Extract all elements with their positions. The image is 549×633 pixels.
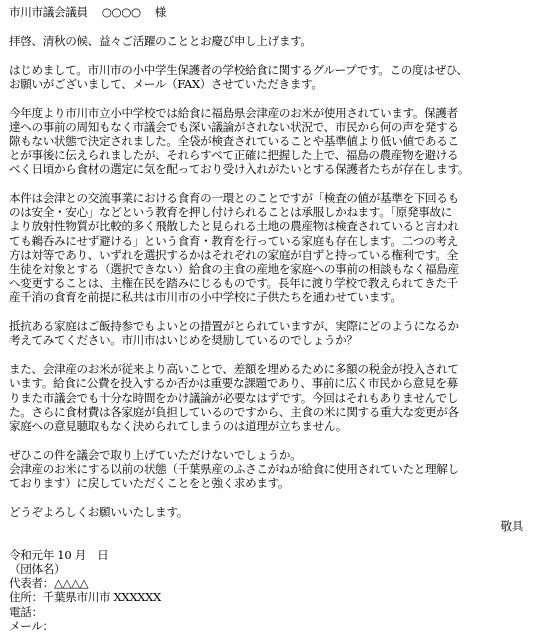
text-line: りまた市議会でも十分な時間をかけ議論が必要なはずです。今回はそれもありませんでし (9, 390, 459, 405)
closing-keigu: 敬具 (500, 519, 523, 533)
spacer (9, 19, 541, 34)
addressee-line (9, 5, 541, 19)
text-line: 今年度より市川市立小中学校では給食に福島県会津産のお米が使用されています。保護者 (9, 105, 458, 120)
text-line: ております）に戻していただくことをと強く求めます。 (9, 476, 290, 491)
paragraph-bullying (9, 319, 541, 347)
greeting: 拝啓、清秋の候、益々ご活躍のこととお慶び申し上げます。 (9, 33, 312, 48)
spacer (9, 533, 541, 548)
signature-rep: 代表者：△△△△ (9, 576, 89, 591)
text-line: また、会津産のお米が従来より高いことで、差額を埋めるために多額の税金が投入されて (9, 362, 459, 377)
text-line: ぜひこの件を議会で取り上げていただけないでしょうか。 (9, 447, 302, 462)
spacer (9, 91, 541, 106)
letter-document (9, 5, 541, 633)
text-line: 家庭への意見聴取もなく決められてしまうのは道理が立ちません。 (9, 418, 348, 433)
text-line: 方は対等であり、いずれを選択するかはそれぞれの家庭が自ずと持っている権利です。全 (9, 247, 458, 262)
text-line: のは安全・安心」などという教育を押し付けられることは承服しかねます。「原発事故に (9, 205, 453, 220)
spacer (9, 176, 541, 191)
text-line: 抵抗ある家庭はご飯持参でもよいとの措置がとられていますが、実際にどのようになるか (9, 319, 459, 334)
spacer (9, 48, 541, 63)
addressee-honorific: 様 (154, 5, 167, 19)
paragraph-background (9, 106, 541, 177)
text-line: 生徒を対象とする（選択できない）給食の主食の産地を家庭への事前の相談もなく福島産 (9, 262, 459, 276)
text-line: います。給食に公費を投入するか否かは重要な課題であり、事前に広く市民から意見を募 (9, 376, 458, 391)
text-line: どうぞよろしくお願いいたします。 (9, 504, 188, 519)
text-line: お願いがございまして、メール（FAX）させていただきます。 (9, 76, 323, 91)
text-line: べく日頃から食材の選定に気を配っており受け入れがたいとする保護者たちが存在します。 (9, 162, 470, 177)
paragraph-thanks (9, 505, 541, 519)
paragraph-cost (9, 362, 541, 433)
text-line: ても鵜呑みにせず避ける」という食育・教育を行っている家庭も存在します。二つの考え (9, 233, 458, 248)
text-line: 隙もない状態で決定されました。全袋が検査されていることや基準値より低い値であるこ (9, 133, 459, 148)
spacer (9, 348, 541, 363)
text-line: 達への事前の周知もなく市議会でも深い議論がされない状況で、市民から何の声を発する (9, 119, 459, 134)
addressee-name: ○○○○ (101, 5, 141, 19)
spacer (9, 433, 541, 448)
text-line: 考えてみてください。市川市はいじめを奨励しているのでしょうか？ (9, 333, 358, 348)
paragraph-food-education (9, 191, 541, 305)
text-line: た。さらに食材費は各家庭が負担しているのですから、主食の米に関する重大な変更が各 (9, 404, 459, 419)
text-line: 会津産のお米にする以前の状態（千葉県産のふさこがねが給食に使用されていたと理解し (9, 461, 459, 476)
text-line: 本件は会津との交流事業における食育の一環とのことですが「検査の値が基準を下回るも (9, 191, 459, 206)
text-line: とが事後に伝えられましたが、それらすべて正確に把握した上で、福島の農産物を避ける (9, 148, 459, 163)
paragraph-request (9, 448, 541, 491)
text-line: はじめまして。市川市の小中学生保護者の学校給食に関するグループです。この度はぜひ、 (9, 62, 468, 77)
text-line: より放射性物質が比較的多く飛散したと見られる土地の農産物は検査されていると言われ (9, 219, 459, 234)
text-line: 産千消の食育を前提に私共は市川市の小中学校に子供たちを通わせています。 (9, 290, 402, 305)
signature-email: メール： (9, 618, 54, 633)
signature-phone: 電話： (9, 604, 43, 619)
signature-address: 住所：千葉県市川市 XXXXXX (9, 590, 161, 605)
signature-date: 令和元年 10 月 日 (9, 547, 109, 562)
spacer (9, 490, 541, 505)
text-line: へ変更することは、主権在民を踏みにじるものです。長年に渡り学校で教えられてきた千 (9, 276, 458, 291)
paragraph-intro (9, 63, 541, 91)
addressee-title: 市川市議会議員 (9, 5, 88, 19)
spacer (9, 305, 541, 320)
signature-org: （団体名） (9, 561, 66, 576)
signature-block (9, 548, 541, 633)
